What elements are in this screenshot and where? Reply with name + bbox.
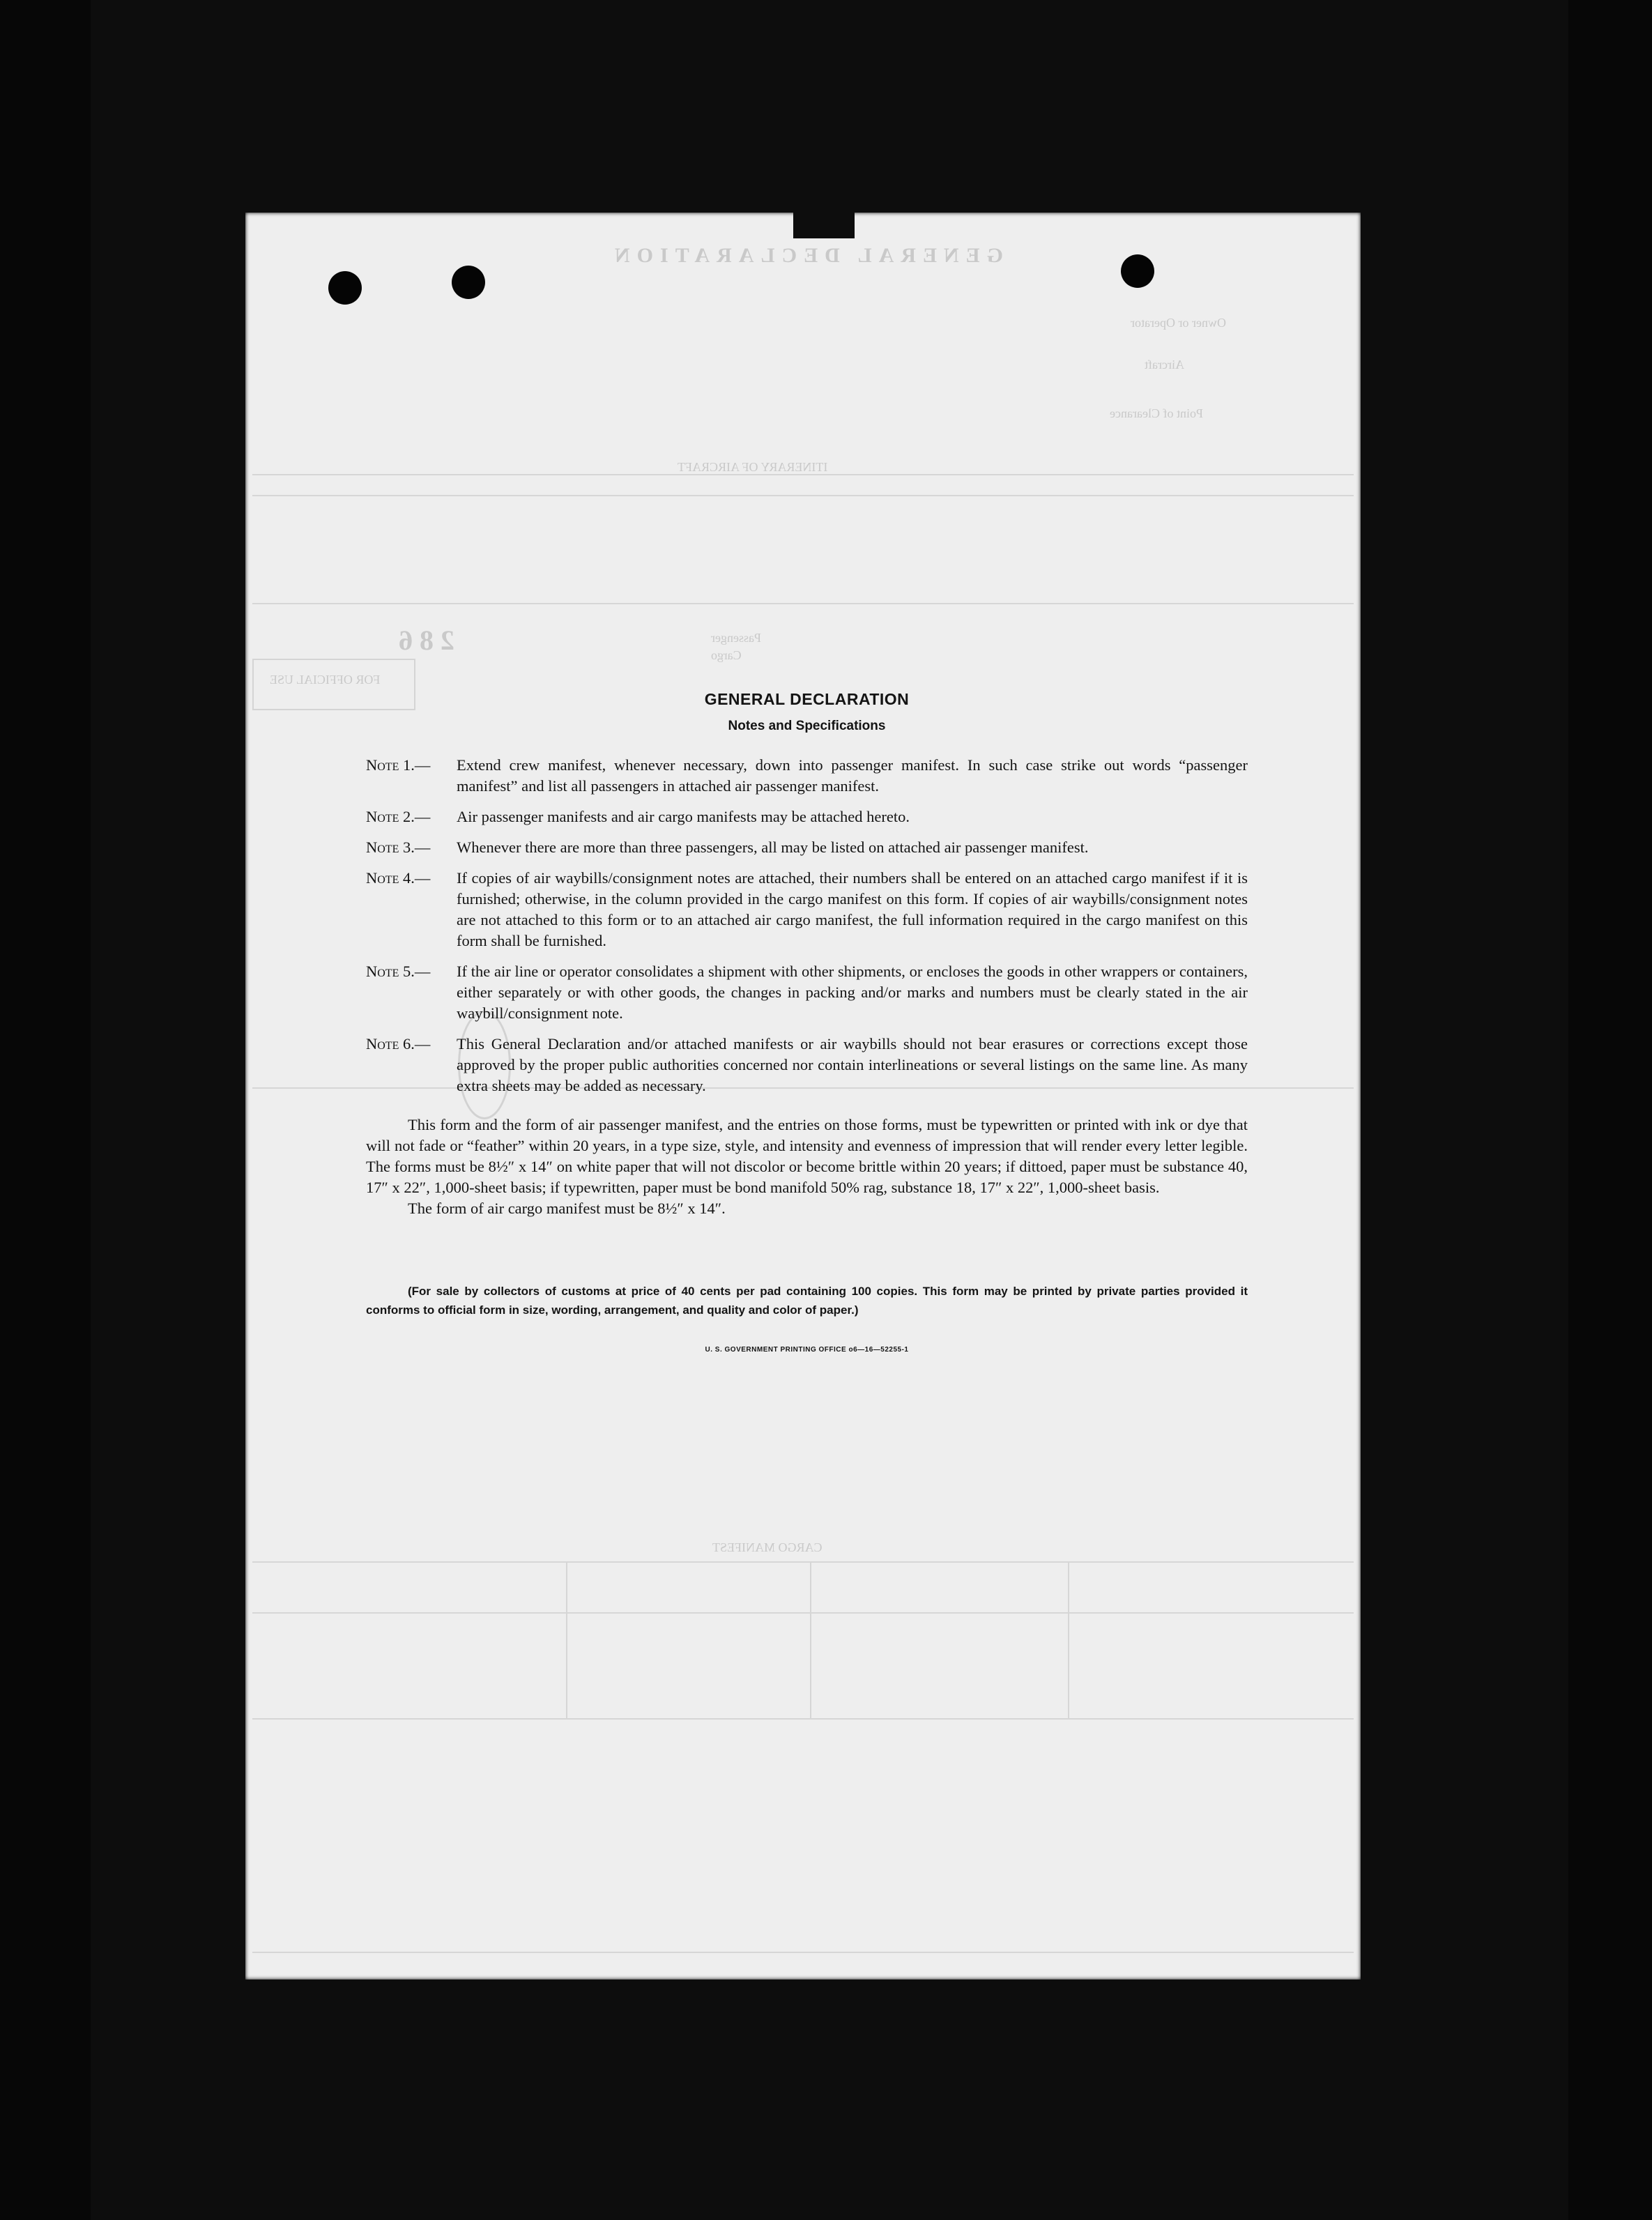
note-text: Whenever there are more than three passengers, all may be listed on attached air passenger manifest. <box>457 839 1089 856</box>
bleed-through-itinerary-label: ITINERARY OF AIRCRAFT <box>678 460 828 474</box>
bleed-through-column-rule <box>810 1561 811 1718</box>
bleed-through-cargo-small-label: Cargo <box>711 648 742 662</box>
bleed-through-cargo-label: CARGO MANIFEST <box>712 1540 823 1554</box>
note-label: Note 5.— <box>366 963 431 980</box>
bleed-through-number: 286 <box>392 625 454 656</box>
note-label: Note 6.— <box>366 1035 431 1052</box>
bleed-through-passenger-label: Passenger <box>711 631 761 645</box>
bleed-through-rule <box>252 1718 1354 1720</box>
document-title: GENERAL DECLARATION <box>704 690 910 708</box>
document-subtitle: Notes and Specifications <box>728 719 886 733</box>
clip-tab <box>793 209 855 238</box>
note-label: Note 1.— <box>366 756 431 774</box>
note-4 <box>366 868 1248 951</box>
bleed-through-rule <box>252 474 1354 475</box>
note-text: This General Declaration and/or attached manifests or air waybills should not bear erasures or corrections except those approved by the proper public authorities concerned nor contain interlineations or several listings on the same line. As many extra sheets may be added as necessary. <box>457 1035 1248 1094</box>
note-label: Note 3.— <box>366 839 431 856</box>
bleed-through-rule <box>252 1561 1354 1563</box>
note-label: Note 4.— <box>366 869 431 887</box>
bleed-through-clearance-label: Point of Clearance <box>1110 406 1203 420</box>
film-edge-right <box>1568 0 1652 2220</box>
note-5 <box>366 961 1248 1024</box>
bleed-through-rule <box>252 603 1354 604</box>
note-label: Note 2.— <box>366 808 431 825</box>
printing-office-line: U. S. GOVERNMENT PRINTING OFFICE o6—16—52255-1 <box>705 1346 909 1354</box>
bleed-through-aircraft-label: Aircraft <box>1145 358 1184 372</box>
note-6 <box>366 1034 1248 1096</box>
bleed-through-owner-label: Owner or Operator <box>1131 316 1226 330</box>
cargo-manifest-size-line: The form of air cargo manifest must be 8½″ x 14″. <box>408 1200 726 1217</box>
bleed-through-rule <box>252 1952 1354 1953</box>
bleed-through-official-label: FOR OFFICIAL USE <box>270 673 381 687</box>
bleed-through-column-rule <box>566 1561 567 1718</box>
note-text: Air passenger manifests and air cargo manifests may be attached hereto. <box>457 808 910 825</box>
sale-note: (For sale by collectors of customs at price of 40 cents per pad containing 100 copies. This form may be printed by private parties provided it conforms to official form in size, wording, arrangement, and quality and color of paper.) <box>366 1285 1248 1317</box>
notes-content <box>366 690 1248 1354</box>
note-text: Extend crew manifest, whenever necessary, down into passenger manifest. In such case strike out words “passenger manifest” and list all passengers in attached air passenger manifest. <box>457 756 1248 795</box>
punch-hole <box>1121 254 1154 288</box>
note-1 <box>366 755 1248 797</box>
bleed-through-rule <box>252 1612 1354 1614</box>
note-2 <box>366 806 1248 827</box>
note-text: If copies of air waybills/consignment notes are attached, their numbers shall be entered on an attached cargo manifest if it is furnished; otherwise, in the column provided in the cargo manifest on this form. If copies of air waybills/consignment notes are not attached to this form or to an attached air cargo manifest, the full information required in the cargo manifest on this form shall be furnished. <box>457 869 1248 949</box>
bleed-through-rule <box>252 495 1354 496</box>
bleed-through-heading: GENERAL DECLARATION <box>608 244 1004 267</box>
note-3 <box>366 837 1248 858</box>
film-edge-left <box>0 0 91 2220</box>
punch-hole <box>328 271 362 305</box>
note-text: If the air line or operator consolidates a shipment with other shipments, or encloses the goods in other wrappers or containers, either separately or with other goods, the changes in packing and/or marks and numbers must be clearly stated in the air waybill/consignment note. <box>457 963 1248 1022</box>
bleed-through-column-rule <box>1068 1561 1069 1718</box>
punch-hole <box>452 266 485 299</box>
form-specification-paragraph: This form and the form of air passenger manifest, and the entries on those forms, must be typewritten or printed with ink or dye that will not fade or “feather” within 20 years, in a type size, style, and intensity and evenness of impression that will render every letter legible. The forms must be 8½″ x 14″ on white paper that will not discolor or become brittle within 20 years; if dittoed, paper must be substance 40, 17″ x 22″, 1,000-sheet basis; if typewritten, paper must be bond manifold 50% rag, substance 18, 17″ x 22″, 1,000-sheet basis. <box>366 1116 1248 1196</box>
